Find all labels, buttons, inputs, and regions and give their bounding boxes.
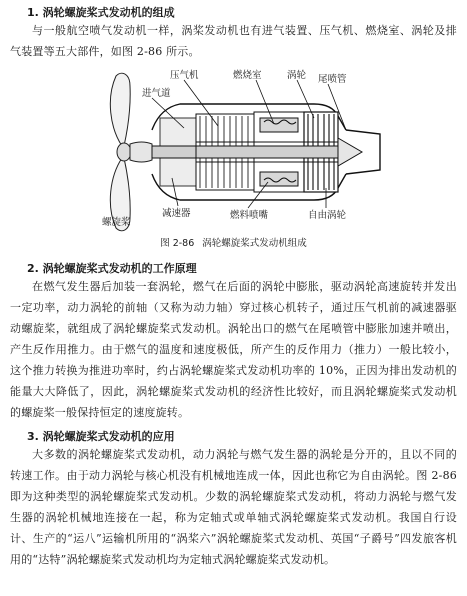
- section2-heading: 2. 涡轮螺旋桨式发动机的工作原理: [27, 262, 197, 275]
- section3-body: 大多数的涡轮螺旋桨式发动机，动力涡轮与燃气发生器的涡轮是分开的，且以不同的转速工作。由于动力涡轮与核心机没有机械地连成一体，因此也称它为自由涡轮。图 2-86 即为这种类型的涡轮螺旋桨式发动机。少数的涡轮螺旋桨式发动机，将动力涡轮与燃气发生器的涡轮机械地连接在一起，称为定轴式或单轴式涡轮螺旋桨式发动机。我国自行设计、生产的“运八”运输机所用的“涡桨六”涡轮螺旋桨式发动机、英国“子爵号”四发旅客机用的“达特”涡轮螺旋桨式发动机均为定轴式涡轮螺旋桨式发动机。: [10, 448, 457, 566]
- propeller-drawing: [110, 73, 131, 231]
- label-turbine: 涡轮: [287, 70, 307, 81]
- label-propeller: 螺旋桨: [102, 217, 131, 228]
- figure-caption-number: 图 2-86: [160, 238, 195, 249]
- label-compressor: 压气机: [170, 70, 199, 81]
- label-fuel-nozzle: 燃料喷嘴: [230, 210, 269, 221]
- section2-body: 在燃气发生器后加装一套涡轮，燃气在后面的涡轮中膨胀，驱动涡轮高速旋转并发出一定功率，动力涡轮的前轴（又称为动力轴）穿过核心机转子，通过压气机前的减速器驱动螺旋桨，就组成了涡轮螺旋桨式发动机。涡轮出口的燃气在尾喷管中膨胀加速并喷出，产生反作用推力。由于燃气的温度和速度极低，所产生的反作用力（推力）一般比较小，这个推力转换为推进功率时，约占涡轮螺旋桨式发动机功率的 10%，正因为排出发动机的能量大大降低了，因此，涡轮螺旋桨式发动机的经济性比较好，而且涡轮螺旋桨式发动机的螺旋桨一般保持恒定的速度旋转。: [10, 280, 457, 419]
- section1-body: 与一般航空喷气发动机一样，涡桨发动机也有进气装置、压气机、燃烧室、涡轮及排气装置等五大部件，如图 2-86 所示。: [10, 24, 457, 58]
- engine-diagram: [100, 68, 390, 236]
- label-free-turbine: 自由涡轮: [308, 210, 347, 221]
- label-nozzle: 尾喷管: [318, 74, 347, 85]
- label-inlet: 进气道: [142, 88, 171, 99]
- label-reducer: 减速器: [162, 208, 191, 219]
- label-combustor: 燃烧室: [233, 70, 262, 81]
- section1-heading: 1. 涡轮螺旋桨式发动机的组成: [27, 6, 175, 19]
- section3-heading: 3. 涡轮螺旋桨式发动机的应用: [27, 430, 175, 443]
- figure-caption: [0, 238, 467, 250]
- figure-caption-text: 涡轮螺旋桨式发动机组成: [202, 238, 307, 249]
